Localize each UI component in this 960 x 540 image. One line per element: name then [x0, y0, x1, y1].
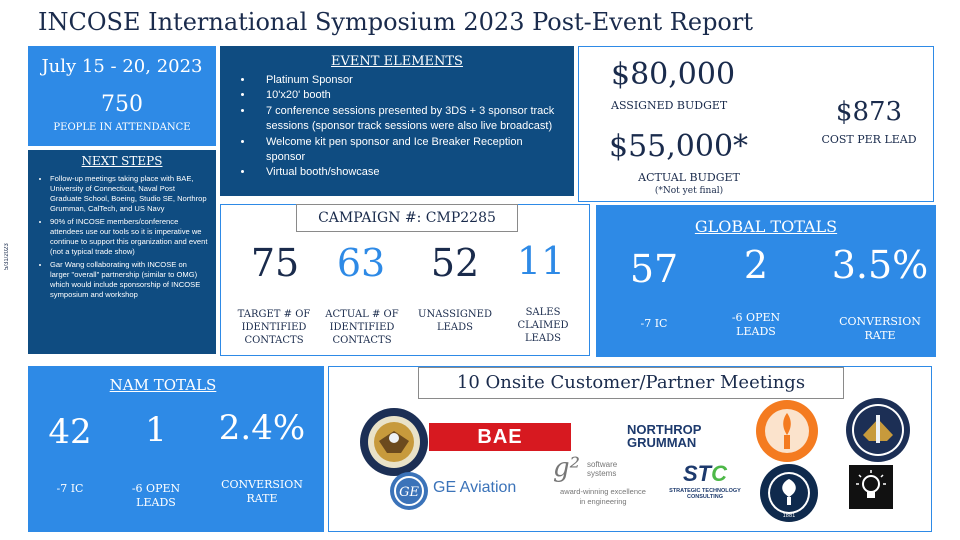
- event-element-item: • 10'x20' booth: [254, 88, 562, 103]
- nam-totals-heading: NAM TOTALS: [109, 376, 217, 394]
- stc-mark-icon: STC: [682, 461, 727, 486]
- campaign-number-tag: CAMPAIGN #: CMP2285: [296, 204, 518, 232]
- northrop-logo-line1: NORTHROP: [627, 422, 702, 437]
- us-navy-seal-icon: [845, 397, 911, 463]
- northrop-grumman-logo: [627, 423, 719, 449]
- global-ic-value: 57: [629, 247, 679, 291]
- uconn-seal-icon: [759, 463, 819, 523]
- global-totals-heading: GLOBAL TOTALS: [694, 217, 838, 236]
- actual-budget-value: $55,000*: [609, 129, 749, 164]
- ge-monogram-icon: [389, 471, 429, 511]
- nam-open-leads-value: 1: [145, 410, 167, 450]
- next-steps-list: [36, 174, 208, 300]
- global-totals-box: [596, 205, 936, 357]
- nam-open-leads-label: -6 OPEN LEADS: [131, 482, 181, 510]
- bae-systems-logo: BAE SYSTEMS: [429, 423, 571, 451]
- budget-box: [578, 46, 934, 202]
- actual-budget-label: ACTUAL BUDGET: [638, 171, 740, 184]
- attendance-label: PEOPLE IN ATTENDANCE: [53, 122, 191, 133]
- next-step-item: • 90% of INCOSE members/conference attendees use our tools so it is imperative we continue to support this organization and event (not a typical trade show): [50, 217, 208, 257]
- event-element-item: • 7 conference sessions presented by 3DS + 3 sponsor track sessions (sponsor track sessions were also live broadcast): [254, 104, 562, 135]
- caltech-seal-icon: [755, 399, 819, 463]
- event-element-item: • Welcome kit pen sponsor and Ice Breaker Reception sponsor: [254, 135, 562, 166]
- next-step-item: • Follow-up meetings taking place with BAE, University of Connecticut, Naval Post Graduate School, Boeing, Studio SE, Northrop Grumman, CalTech, and US Navy: [50, 174, 208, 214]
- global-conversion-label: CONVERSION RATE: [839, 315, 921, 343]
- event-elements-list: [232, 73, 562, 181]
- target-contacts-label: TARGET # OF IDENTIFIED CONTACTS: [237, 309, 311, 346]
- side-date: 5/31/2023: [4, 243, 10, 270]
- stc-logo-line1: STRATEGIC TECHNOLOGY: [669, 488, 741, 494]
- stc-logo: [645, 463, 765, 500]
- nam-conversion-label: CONVERSION RATE: [221, 478, 303, 506]
- global-ic-label: -7 IC: [640, 317, 668, 330]
- claimed-leads-value: 11: [516, 239, 566, 283]
- g2-logo-line3: award-winning excellence: [560, 487, 646, 496]
- claimed-leads-label: SALES CLAIMED LEADS: [517, 307, 569, 344]
- event-date-box: [28, 46, 216, 146]
- meetings-tag: 10 Onsite Customer/Partner Meetings: [418, 367, 844, 399]
- nam-totals-box: [28, 366, 324, 532]
- g2-logo-line1: software: [587, 460, 618, 469]
- global-open-leads-value: 2: [743, 243, 769, 287]
- stc-logo-line2: CONSULTING: [687, 494, 723, 500]
- attendance-count: 750: [101, 92, 143, 117]
- unassigned-leads-label: UNASSIGNED LEADS: [418, 309, 492, 333]
- actual-budget-note: (*Not yet final): [654, 186, 724, 196]
- next-steps-box: [28, 150, 216, 354]
- event-elements-heading: EVENT ELEMENTS: [331, 54, 463, 69]
- unassigned-leads-value: 52: [430, 241, 480, 285]
- nam-ic-value: 42: [48, 412, 92, 452]
- uconn-year: 1881: [782, 513, 796, 519]
- target-contacts-value: 75: [250, 241, 300, 285]
- lightbulb-icon: [849, 465, 893, 509]
- global-conversion-value: 3.5%: [831, 243, 929, 287]
- svg-text:GE: GE: [399, 485, 419, 500]
- global-open-leads-label: -6 OPEN LEADS: [731, 311, 781, 339]
- department-of-defense-seal-icon: [359, 407, 429, 477]
- g2-logo-line4: in engineering: [579, 496, 627, 506]
- g2-logo-line2: systems: [587, 468, 617, 478]
- assigned-budget-value: $80,000: [611, 57, 736, 92]
- ge-aviation-logo-text: GE Aviation: [433, 479, 517, 496]
- assigned-budget-label: ASSIGNED BUDGET: [611, 99, 728, 112]
- event-element-item: • Virtual booth/showcase: [254, 165, 562, 180]
- nam-ic-label: -7 IC: [56, 482, 84, 495]
- nam-conversion-value: 2.4%: [218, 408, 306, 448]
- next-step-item: • Gar Wang collaborating with INCOSE on larger "overall" partnership (similar to OMG) which would include sponsorship of INCOSE symposium and workshop: [50, 260, 208, 300]
- event-elements-box: [220, 46, 574, 196]
- event-dates: July 15 - 20, 2023: [41, 56, 203, 77]
- northrop-logo-line2: GRUMMAN: [627, 435, 697, 450]
- next-steps-heading: NEXT STEPS: [81, 154, 163, 168]
- cost-per-lead-label: COST PER LEAD: [821, 133, 917, 146]
- page-title: INCOSE International Symposium 2023 Post-Event Report: [38, 8, 753, 36]
- cost-per-lead-value: $873: [835, 97, 903, 127]
- event-element-item: • Platinum Sponsor: [254, 73, 562, 88]
- actual-contacts-label: ACTUAL # OF IDENTIFIED CONTACTS: [325, 309, 399, 346]
- actual-contacts-value: 63: [336, 241, 386, 285]
- g2-glyph-icon: g²: [553, 453, 581, 483]
